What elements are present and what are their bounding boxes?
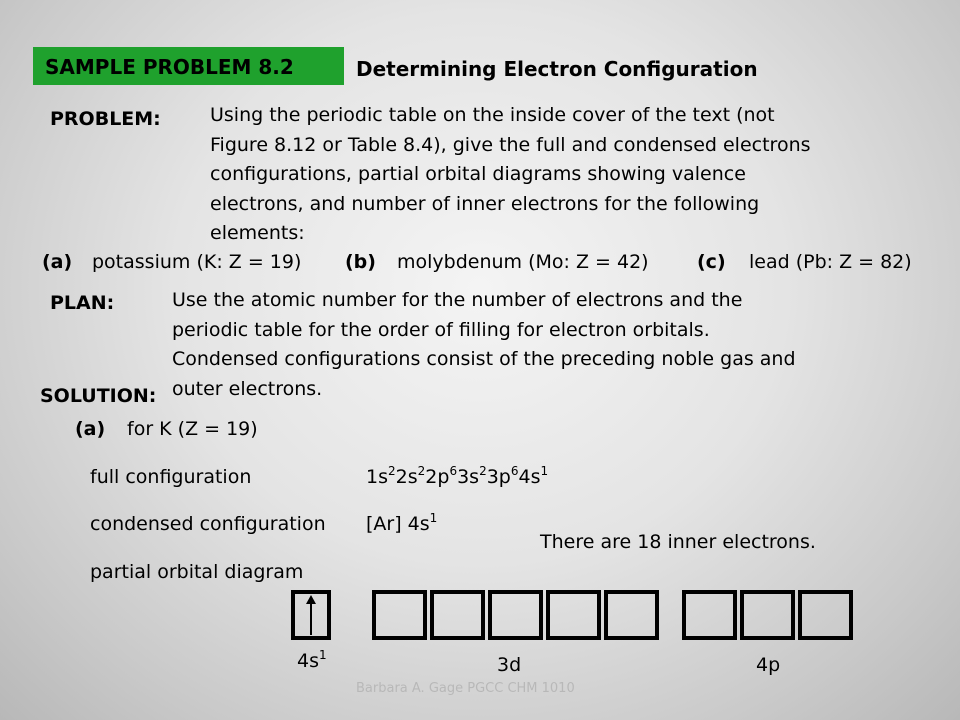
problem-line: elements: [210,222,305,244]
footer-credit: Barbara A. Gage PGCC CHM 1010 [356,681,575,696]
condensed-configuration-label: condensed configuration [90,513,326,535]
item-c-tag: (c) [697,251,726,273]
config-term: 2s [395,466,418,488]
condensed-prefix: [Ar] 4s [366,513,430,535]
partial-orbital-diagram-label: partial orbital diagram [90,561,304,583]
item-b-tag: (b) [345,251,376,273]
condensed-exponent: 1 [429,511,438,525]
plan-line: Condensed configurations consist of the preceding noble gas and [172,348,796,370]
config-exponent: 2 [388,464,396,478]
problem-line: Using the periodic table on the inside cover of the text (not [210,104,775,126]
sample-problem-badge-text: SAMPLE PROBLEM 8.2 [45,55,294,79]
electron-up-arrow-icon [295,594,327,636]
orbital-box [372,590,427,640]
orbital-box [740,590,795,640]
orbital-box [682,590,737,640]
config-exponent: 6 [510,464,519,478]
plan-line: Use the atomic number for the number of electrons and the [172,289,743,311]
orbital-box [488,590,543,640]
orbital-box [604,590,659,640]
inner-electrons-note: There are 18 inner electrons. [540,531,816,553]
item-a-text: potassium (K: Z = 19) [92,251,302,273]
plan-label: PLAN: [50,292,115,314]
config-term: 3p [486,466,511,488]
orbital-group-label [756,654,780,676]
item-c-text: lead (Pb: Z = 82) [749,251,912,273]
orbital-box [546,590,601,640]
config-term: 2p [425,466,450,488]
orbital-group-label [297,650,327,672]
problem-line: configurations, partial orbital diagrams showing valence [210,163,746,185]
orbital-group-label-base: 4p [756,654,781,676]
sample-problem-badge [33,47,344,85]
orbital-box [430,590,485,640]
orbital-group-label-base: 4s [297,650,319,672]
config-exponent: 6 [449,464,458,478]
full-configuration-label: full configuration [90,466,252,488]
plan-text [172,286,796,404]
config-term: 4s [518,466,541,488]
page-title: Determining Electron Configuration [356,57,758,81]
orbital-box [291,590,331,640]
solution-part-tag: (a) [75,418,106,440]
config-exponent: 2 [479,464,487,478]
plan-line: periodic table for the order of filling for electron orbitals. [172,318,710,341]
solution-part-text: for K (Z = 19) [127,418,258,440]
orbital-group-label-exponent: 1 [319,648,327,662]
solution-label: SOLUTION: [40,385,157,407]
full-configuration-value [366,466,548,488]
config-term: 1s [366,466,388,488]
orbital-group-label-base: 3d [497,654,522,676]
item-a-tag: (a) [42,251,73,273]
condensed-configuration-value [366,513,437,535]
problem-label: PROBLEM: [50,108,161,130]
problem-line: electrons, and number of inner electrons for the following [210,192,760,215]
config-exponent: 1 [540,464,549,478]
orbital-box [798,590,853,640]
problem-line: Figure 8.12 or Table 8.4), give the full and condensed electrons [210,133,811,156]
orbital-group-label [497,654,521,676]
item-b-text: molybdenum (Mo: Z = 42) [397,251,649,273]
plan-line: outer electrons. [172,377,323,400]
config-exponent: 2 [417,464,426,478]
problem-text [210,101,811,249]
config-term: 3s [457,466,480,488]
